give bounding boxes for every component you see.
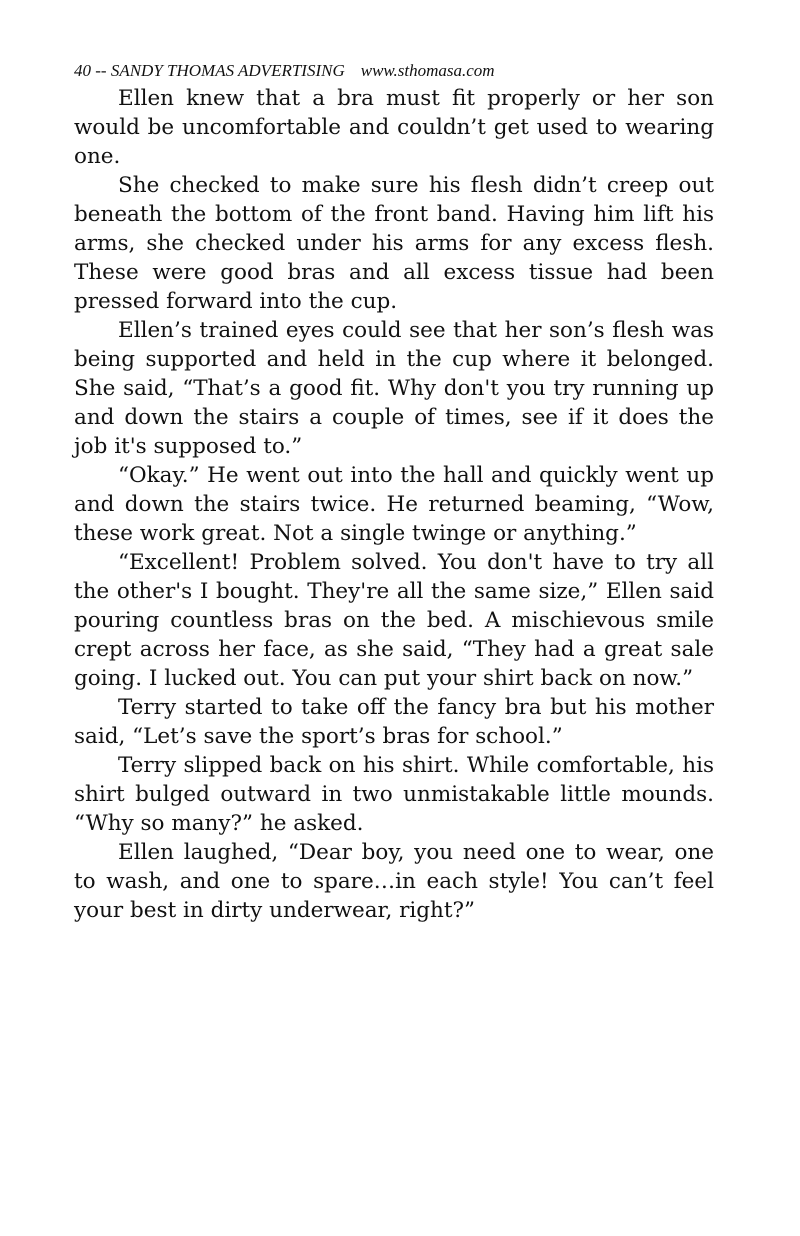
header-url: www.sthomasa.com xyxy=(360,61,495,80)
running-header xyxy=(74,58,714,84)
paragraph: Terry started to take off the fancy bra but his mother said, “Let’s save the sport’s bras for school.” xyxy=(74,695,714,749)
paragraph: Ellen knew that a bra must fit properly or her son would be uncomfortable and couldn’t get used to wearing one. xyxy=(74,86,714,169)
paragraph: “Okay.” He went out into the hall and quickly went up and down the stairs twice. He returned beaming, “Wow, these work great. Not a single twinge or anything.” xyxy=(74,463,714,546)
book-page xyxy=(74,58,714,925)
paragraph: She checked to make sure his flesh didn’t creep out beneath the bottom of the front band. Having him lift his arms, she checked under his arms for any excess flesh. These were good bras and all excess tissue had been pressed forward into the cup. xyxy=(74,173,714,314)
paragraph: Ellen’s trained eyes could see that her son’s flesh was being supported and held in the cup where it belonged. She said, “That’s a good fit. Why don't you try running up and down the stairs a couple of times, see if it does the job it's supposed to.” xyxy=(74,318,714,459)
body-text xyxy=(74,84,714,925)
paragraph: Terry slipped back on his shirt. While comfortable, his shirt bulged outward in two unmistakable little mounds. “Why so many?” he asked. xyxy=(74,753,714,836)
paragraph: “Excellent! Problem solved. You don't have to try all the other's I bought. They're all the same size,” Ellen said pouring countless bras on the bed. A mischievous smile crept across her face, as she said, “They had a great sale going. I lucked out. You can put your shirt back on now.” xyxy=(74,550,714,691)
paragraph: Ellen laughed, “Dear boy, you need one to wear, one to wash, and one to spare…in each style! You can’t feel your best in dirty underwear, right?” xyxy=(74,840,714,923)
running-head-text: 40 -- SANDY THOMAS ADVERTISING xyxy=(74,61,345,80)
